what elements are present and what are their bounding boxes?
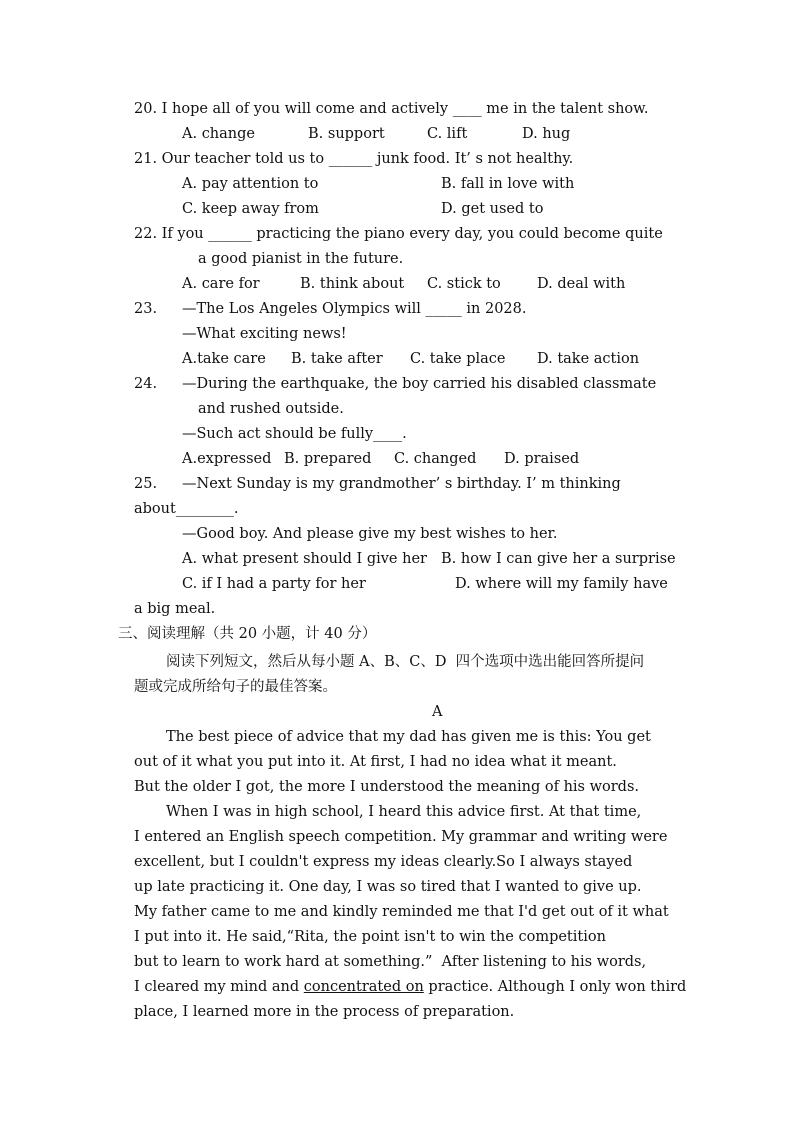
passage-line-11-pre: I cleared my mind and — [134, 979, 304, 995]
question-24-number: 24. — [134, 376, 158, 392]
question-25-number: 25. — [134, 476, 158, 492]
passage-line: But the older I got, the more I understood the meaning of his words. — [134, 779, 640, 795]
question-24-stem: —During the earthquake, the boy carried his disabled classmate — [182, 376, 657, 392]
q23-option-c: C. take place — [410, 351, 506, 367]
question-20-stem: 20. I hope all of you will come and actively ____ me in the talent show. — [134, 101, 649, 117]
question-22-stem: 22. If you ______ practicing the piano every day, you could become quite — [134, 226, 663, 242]
question-25-stem-cont: about________. — [134, 501, 239, 517]
passage-line: but to learn to work hard at something.” After listening to his words, — [134, 954, 647, 970]
q23-option-b: B. take after — [291, 351, 383, 367]
q24-option-c: C. changed — [394, 451, 477, 467]
passage-line: I entered an English speech competition. My grammar and writing were — [134, 829, 668, 845]
passage-line: excellent, but I couldn't express my ideas clearly.So I always stayed — [134, 854, 633, 870]
q22-option-a: A. care for — [182, 276, 260, 292]
q25-option-d: D. where will my family have — [455, 576, 668, 592]
passage-label: A — [432, 704, 443, 720]
q25-option-c: C. if I had a party for her — [182, 576, 366, 592]
q23-option-d: D. take action — [537, 351, 640, 367]
q21-option-a: A. pay attention to — [182, 176, 319, 192]
q20-option-b: B. support — [308, 126, 385, 142]
question-23-number: 23. — [134, 301, 158, 317]
question-24-stem-cont: and rushed outside. — [198, 401, 344, 417]
question-25-reply: —Good boy. And please give my best wishes to her. — [182, 526, 558, 542]
q22-option-d: D. deal with — [537, 276, 626, 292]
passage-line: I put into it. He said,“Rita, the point isn't to win the competition — [134, 929, 606, 945]
q24-option-a: A.expressed — [182, 451, 272, 467]
question-25-stem: —Next Sunday is my grandmother’ s birthday. I’ m thinking — [182, 476, 621, 492]
q21-option-d: D. get used to — [441, 201, 544, 217]
question-21-stem: 21. Our teacher told us to ______ junk food. It’ s not healthy. — [134, 151, 574, 167]
q24-option-d: D. praised — [504, 451, 580, 467]
q21-option-b: B. fall in love with — [441, 176, 575, 192]
section-title: 三、阅读理解（共 20 小题，计 40 分） — [118, 626, 377, 642]
q21-option-c: C. keep away from — [182, 201, 319, 217]
passage-line: When I was in high school, I heard this advice first. At that time, — [166, 804, 642, 820]
q24-option-b: B. prepared — [284, 451, 372, 467]
question-23-reply: —What exciting news! — [182, 326, 347, 342]
question-22-stem-cont: a good pianist in the future. — [198, 251, 404, 267]
underlined-phrase: concentrated on — [303, 979, 424, 995]
passage-line — [134, 977, 686, 997]
q23-option-a: A.take care — [182, 351, 266, 367]
q20-option-c: C. lift — [427, 126, 468, 142]
q25-option-d-cont: a big meal. — [134, 601, 216, 617]
passage-line-11-post: practice. Although I only won third — [423, 979, 687, 995]
q22-option-c: C. stick to — [427, 276, 501, 292]
question-23-stem: —The Los Angeles Olympics will _____ in 2028. — [182, 301, 527, 317]
passage-line: The best piece of advice that my dad has given me is this: You get — [166, 729, 651, 745]
passage-line: place, I learned more in the process of preparation. — [134, 1004, 515, 1020]
question-24-reply: —Such act should be fully____. — [182, 426, 407, 442]
q20-option-d: D. hug — [522, 126, 571, 142]
passage-line: out of it what you put into it. At first, I had no idea what it meant. — [134, 754, 617, 770]
section-instruction-1: 阅读下列短文，然后从每小题 A、B、C、D 四个选项中选出能回答所提问 — [166, 654, 645, 670]
section-instruction-2: 题或完成所给句子的最佳答案。 — [134, 679, 337, 695]
q20-option-a: A. change — [182, 126, 255, 142]
q25-option-b: B. how I can give her a surprise — [441, 551, 676, 567]
q22-option-b: B. think about — [300, 276, 405, 292]
passage-line: My father came to me and kindly reminded me that I'd get out of it what — [134, 904, 669, 920]
passage-line: up late practicing it. One day, I was so tired that I wanted to give up. — [134, 879, 642, 895]
q25-option-a: A. what present should I give her — [182, 551, 427, 567]
